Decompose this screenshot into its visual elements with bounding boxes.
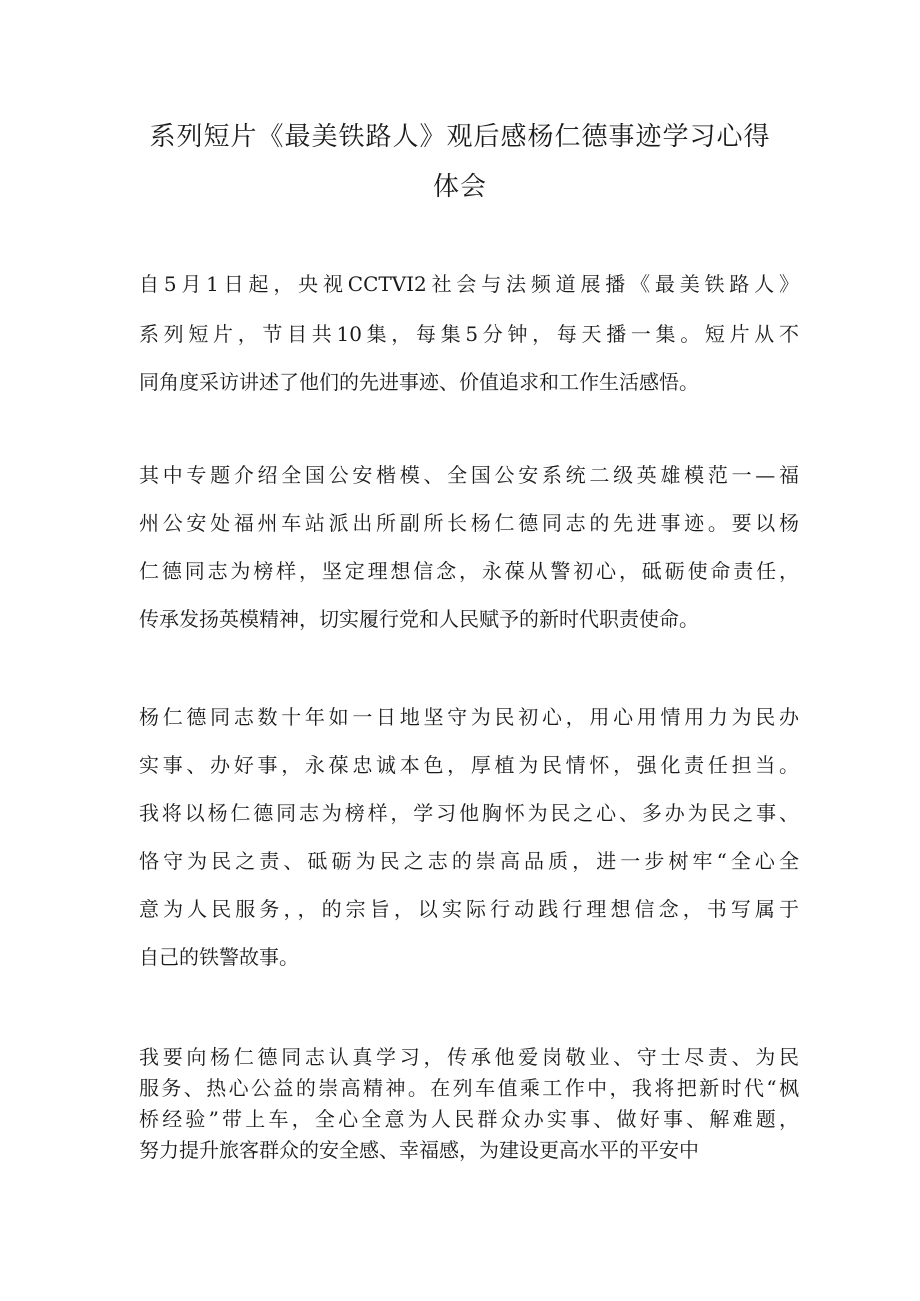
paragraph-line: 我将以杨仁德同志为榜样，学习他胸怀为民之心、多办为民之事、 xyxy=(139,801,799,825)
paragraph-line: 同角度采访讲述了他们的先进事迹、价值追求和工作生活感悟。 xyxy=(139,370,699,394)
paragraph-line: 杨仁德同志数十年如一日地坚守为民初心，用心用情用力为民办 xyxy=(139,705,799,729)
paragraph-line: 传承发扬英模精神，切实履行党和人民赋予的新时代职责使命。 xyxy=(139,607,699,631)
document-title-line-1: 系列短片《最美铁路人》观后感杨仁德事迹学习心得 xyxy=(149,122,771,152)
paragraph-line: 仁德同志为榜样，坚定理想信念，永葆从警初心，砥砺使命责任， xyxy=(139,559,799,583)
paragraph-line: 服务、热心公益的崇高精神。在列车值乘工作中，我将把新时代“枫 xyxy=(139,1076,799,1100)
paragraph-line: 实事、办好事，永葆忠诚本色，厚植为民情怀，强化责任担当。 xyxy=(139,753,799,777)
paragraph-line: 其中专题介绍全国公安楷模、全国公安系统二级英雄模范一—福 xyxy=(139,463,799,487)
paragraph-line: 自己的铁警故事。 xyxy=(139,945,299,969)
paragraph-line: 州公安处福州车站派出所副所长杨仁德同志的先进事迹。要以杨 xyxy=(139,511,799,535)
document-title-line-2: 体会 xyxy=(432,172,487,202)
paragraph-line: 努力提升旅客群众的安全感、幸福感，为建设更高水平的平安中 xyxy=(139,1138,699,1162)
paragraph-line: 系列短片，节目共10集，每集5分钟，每天播一集。短片从不 xyxy=(139,322,799,346)
paragraph-line: 意为人民服务，，的宗旨，以实际行动践行理想信念，书写属于 xyxy=(139,897,799,921)
paragraph-line: 我要向杨仁德同志认真学习，传承他爱岗敬业、守士尽责、为民 xyxy=(139,1045,799,1069)
paragraph-line: 自5月1日起，央视CCTVI2社会与法频道展播《最美铁路人》 xyxy=(139,272,799,296)
paragraph-line: 恪守为民之责、砥砺为民之志的崇高品质，进一步树牢“全心全 xyxy=(139,849,799,873)
paragraph-line: 桥经验”带上车，全心全意为人民群众办实事、做好事、解难题， xyxy=(139,1107,799,1131)
